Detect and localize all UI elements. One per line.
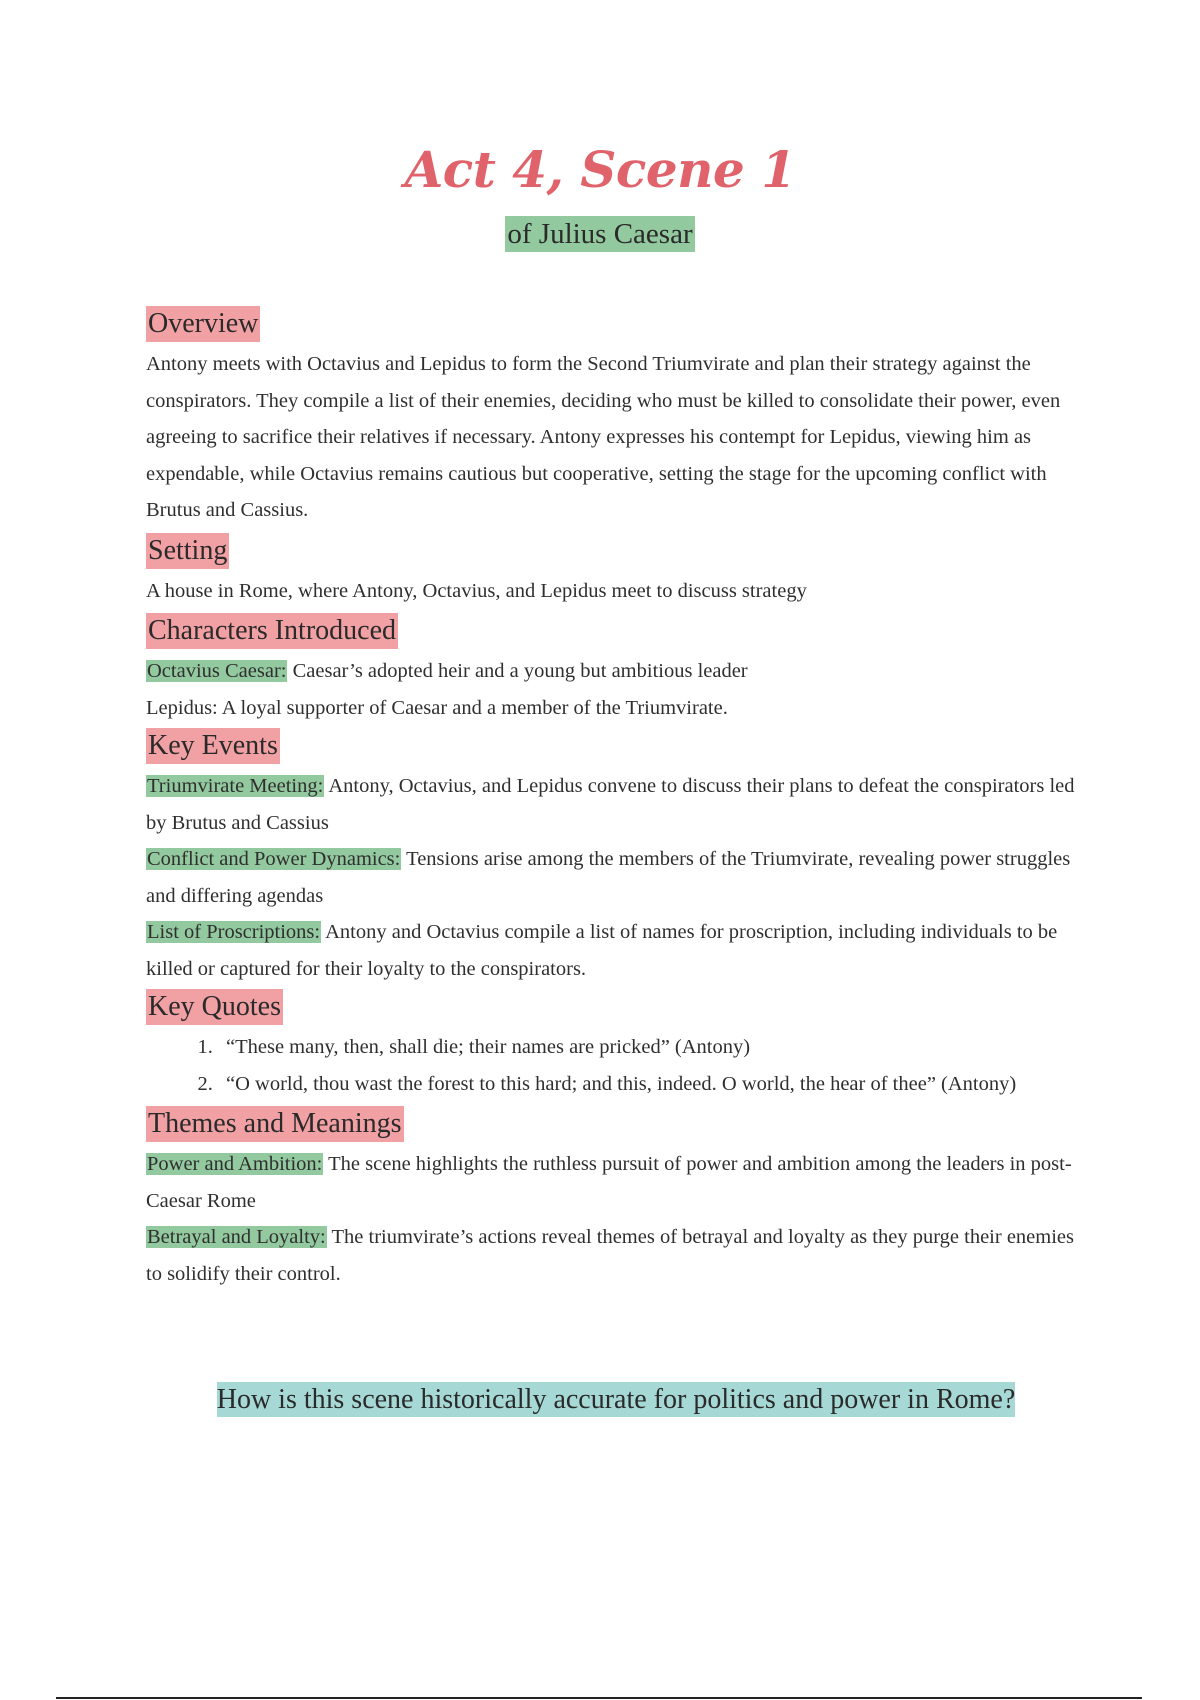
setting-heading: Setting [146,533,229,569]
theme-label: Betrayal and Loyalty: [147,1226,326,1248]
notes-body [146,306,1086,1294]
overview-heading: Overview [146,306,260,342]
event-item [146,768,1086,841]
character-item [146,653,1086,690]
character-item [146,690,1086,727]
quotes-list [146,1029,1086,1102]
bottom-divider [56,1697,1142,1699]
event-text: Antony, Octavius, and Lepidus convene to discuss their plans to defeat the conspirators led by Brutus and Cassius [146,775,1075,834]
events-section [146,728,1086,987]
theme-item [146,1219,1086,1292]
theme-item [146,1146,1086,1219]
theme-text: The scene highlights the ruthless pursuit of power and ambition among the leaders in post-Caesar Rome [146,1153,1072,1212]
theme-label: Power and Ambition: [147,1153,323,1175]
events-heading: Key Events [146,728,280,764]
character-label: Octavius Caesar: [147,660,287,682]
character-text: Caesar’s adopted heir and a young but ambitious leader [287,660,748,682]
theme-text: The triumvirate’s actions reveal themes of betrayal and loyalty as they purge their enemies to solidify their control. [146,1226,1074,1285]
overview-section [146,306,1086,529]
event-label: List of Proscriptions: [147,921,321,943]
characters-heading: Characters Introduced [146,613,398,649]
setting-section [146,533,1086,610]
quote-item: 2. “O world, thou wast the forest to this hard; and this, indeed. O world, the hear of thee” (Antony) [218,1066,1086,1103]
discussion-question: How is this scene historically accurate for politics and power in Rome? [216,1384,1016,1415]
event-item [146,914,1086,987]
setting-text: A house in Rome, where Antony, Octavius, and Lepidus meet to discuss strategy [146,579,807,602]
themes-heading: Themes and Meanings [146,1106,404,1142]
quotes-section [146,989,1086,1102]
event-label: Conflict and Power Dynamics: [147,848,401,870]
event-text: Tensions arise among the members of the Triumvirate, revealing power struggles and differing agendas [146,848,1071,907]
page-title: Act 4, Scene 1 [404,140,796,199]
event-label: Triumvirate Meeting: [147,775,324,797]
quotes-heading: Key Quotes [146,989,283,1025]
character-text: Lepidus: A loyal supporter of Caesar and a member of the Triumvirate. [146,696,728,719]
page-subtitle: of Julius Caesar [507,218,693,250]
event-text: Antony and Octavius compile a list of names for proscription, including individuals to be killed or captured for their loyalty to the conspirators. [146,921,1058,980]
overview-text: Antony meets with Octavius and Lepidus to form the Second Triumvirate and plan their strategy against the conspirators. They compile a list of their enemies, deciding who must be killed to consolidate their power, even agreeing to sacrifice their relatives if necessary. Antony expresses his contempt for Lepidus, viewing him as expendable, while Octavius remains cautious but cooperative, setting the stage for the upcoming conflict with Brutus and Cassius. [146,353,1061,521]
quote-item: 1. “These many, then, shall die; their names are pricked” (Antony) [218,1029,1086,1066]
question-row [0,1384,1200,1416]
event-item [146,841,1086,914]
themes-section [146,1106,1086,1292]
subtitle-row [0,218,1200,251]
characters-section [146,613,1086,726]
